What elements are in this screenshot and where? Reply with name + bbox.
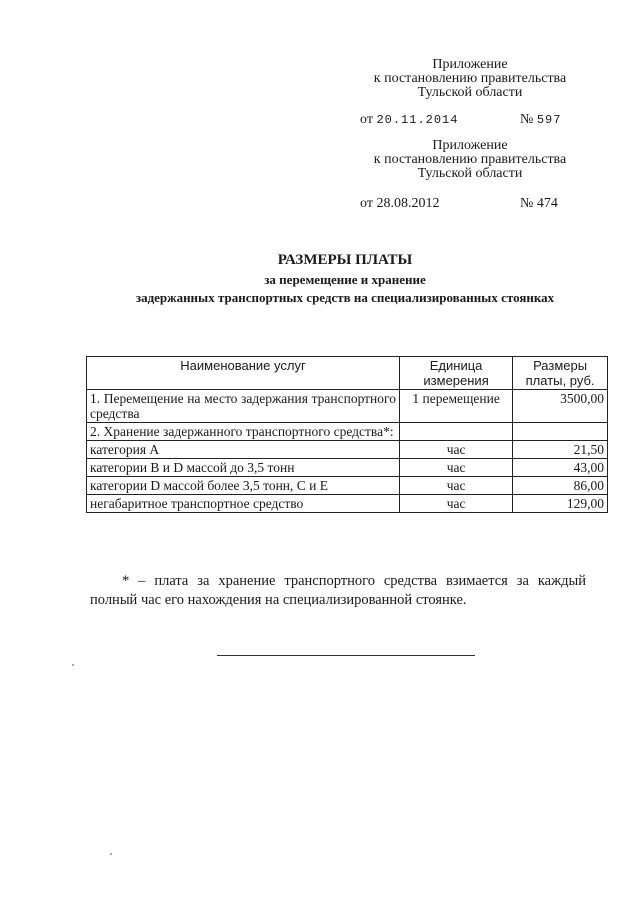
annex-title: Приложение — [432, 138, 508, 153]
table-row — [87, 459, 608, 477]
number-field: № 474 — [520, 196, 558, 211]
number-value: 597 — [536, 113, 562, 127]
service-cell: категории В и D массой до 3,5 тонн — [87, 459, 400, 477]
fees-table — [86, 356, 608, 513]
unit-cell: час — [400, 459, 513, 477]
document-title: РАЗМЕРЫ ПЛАТЫ — [277, 252, 413, 268]
annex-header-2 — [360, 139, 580, 181]
scan-speck — [110, 853, 112, 855]
service-cell: категория А — [87, 441, 400, 459]
header-unit: Единица измерения — [400, 357, 513, 390]
header-service: Наименование услуг — [87, 357, 400, 390]
table-row — [87, 390, 608, 423]
document-subtitle-1: за перемещение и хранение — [264, 272, 426, 287]
unit-cell: час — [400, 477, 513, 495]
service-cell: 1. Перемещение на место задержания транспортного средства — [87, 390, 400, 423]
footnote: * – плата за хранение транспортного средства взимается за каждый полный час его нахождения на специализированной стоянке. — [90, 573, 586, 608]
annex-title: Приложение — [432, 57, 508, 72]
number-value: 474 — [536, 196, 558, 211]
annex-line-region: Тульской области — [417, 85, 523, 100]
annex-line-decree: к постановлению правительства — [373, 71, 567, 86]
number-field: № 597 — [520, 112, 562, 127]
unit-cell: час — [400, 441, 513, 459]
price-cell: 3500,00 — [513, 390, 608, 423]
scan-speck — [72, 664, 74, 666]
service-cell: негабаритное транспортное средство — [87, 495, 400, 513]
date-field: от 28.08.2012 — [360, 196, 440, 211]
price-cell: 129,00 — [513, 495, 608, 513]
unit-cell — [400, 423, 513, 441]
price-cell: 21,50 — [513, 441, 608, 459]
service-cell: 2. Хранение задержанного транспортного средства*: — [87, 423, 400, 441]
date-value: 28.08.2012 — [376, 196, 440, 211]
header-price: Размеры платы, руб. — [513, 357, 608, 390]
unit-cell: 1 перемещение — [400, 390, 513, 423]
table-row — [87, 477, 608, 495]
price-cell: 86,00 — [513, 477, 608, 495]
table-row — [87, 423, 608, 441]
table-row — [87, 441, 608, 459]
unit-cell: час — [400, 495, 513, 513]
price-cell: 43,00 — [513, 459, 608, 477]
table-row — [87, 495, 608, 513]
table-header-row — [87, 357, 608, 390]
service-cell: категории D массой более 3,5 тонн, С и Е — [87, 477, 400, 495]
annex-line-decree: к постановлению правительства — [373, 152, 567, 167]
date-value: 20.11.2014 — [376, 113, 459, 127]
date-field: от 20.11.2014 — [360, 112, 459, 127]
annex-header-1 — [360, 58, 580, 100]
price-cell — [513, 423, 608, 441]
annex-line-region: Тульской области — [417, 166, 523, 181]
document-subtitle-2: задержанных транспортных средств на специализированных стоянках — [135, 290, 555, 305]
closing-divider — [217, 655, 475, 656]
